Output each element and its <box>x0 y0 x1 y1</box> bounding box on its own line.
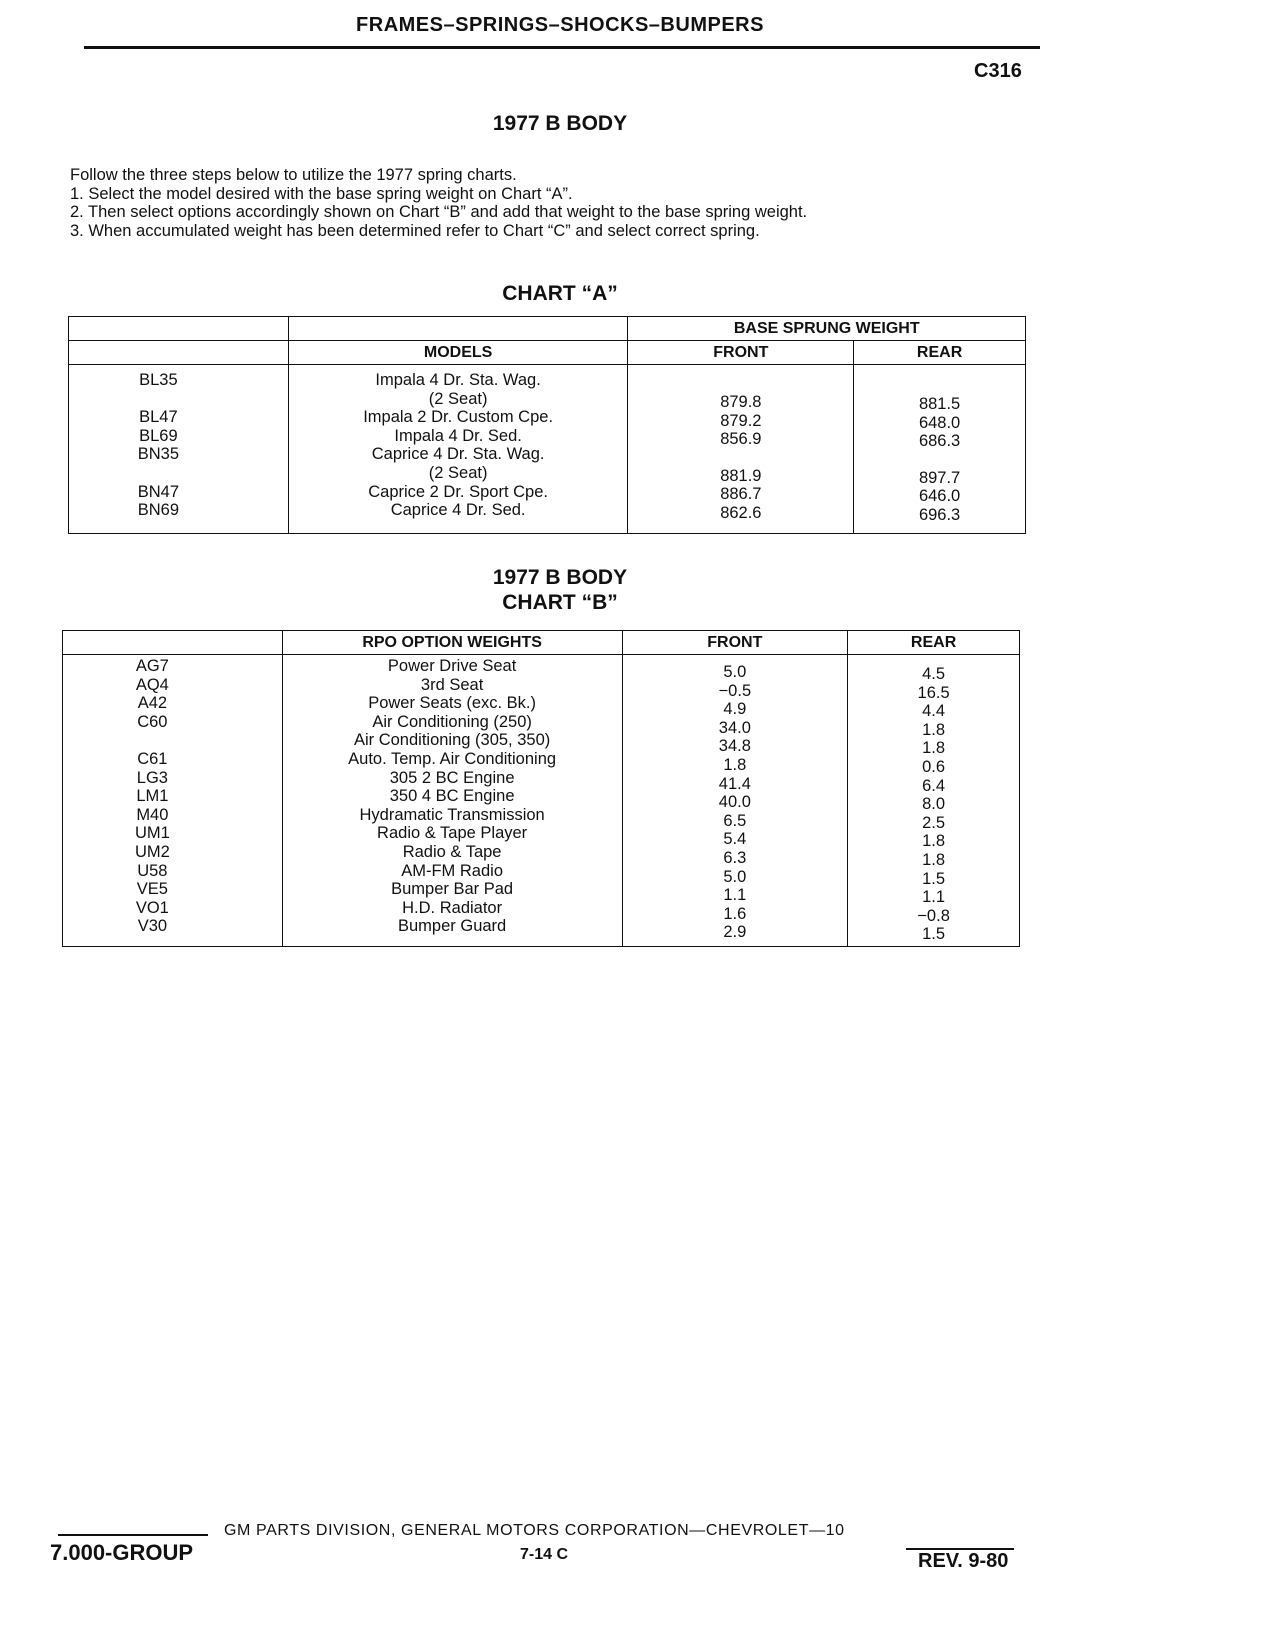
front-weight: 5.4 <box>723 830 747 849</box>
models-header: MODELS <box>288 341 628 365</box>
rpo-code: AG7 <box>135 657 169 675</box>
front-weight: 879.8 <box>720 393 762 411</box>
front-weight: 862.6 <box>720 503 762 522</box>
option-name: Auto. Temp. Air Conditioning <box>348 749 557 768</box>
rear-weights <box>848 665 1019 944</box>
chart-b-title: 1977 B BODY <box>492 566 628 589</box>
rpo-code: C60 <box>137 712 168 731</box>
rpo-code: C61 <box>137 749 168 768</box>
option-name: Radio & Tape Player <box>377 824 528 843</box>
footer-group: 7.000-GROUP <box>50 1540 194 1565</box>
model-code: BN69 <box>137 501 180 520</box>
rpo-codes <box>63 657 282 936</box>
rear-weight: 8.0 <box>922 795 946 814</box>
model-code: BN47 <box>137 482 180 501</box>
footer-corporation: GM PARTS DIVISION, GENERAL MOTORS CORPORATION—CHEVROLET—10 <box>224 1522 845 1539</box>
rpo-code: V30 <box>137 917 168 936</box>
rear-weight: 686.3 <box>918 432 961 451</box>
rear-weight: 646.0 <box>918 487 961 506</box>
option-name: Air Conditioning (250) <box>372 712 532 731</box>
rear-weight: 1.8 <box>922 850 946 869</box>
front-weight: 34.0 <box>718 718 751 737</box>
front-weight: 6.5 <box>723 811 747 830</box>
option-name: Power Drive Seat <box>387 657 517 675</box>
front-weight: 41.4 <box>718 774 751 793</box>
rear-weight: 1.5 <box>922 869 946 888</box>
rear-weights <box>854 395 1025 525</box>
rear-weight: −0.8 <box>917 906 950 925</box>
front-weight: 886.7 <box>720 485 762 504</box>
model-name: Impala 2 Dr. Custom Cpe. <box>363 408 554 427</box>
option-name: AM-FM Radio <box>401 861 503 880</box>
rear-weight: 4.4 <box>922 702 946 721</box>
front-weight: 1.1 <box>723 886 747 905</box>
chart-a-table <box>68 316 1026 534</box>
front-header: FRONT <box>628 341 854 365</box>
model-name: Caprice 2 Dr. Sport Cpe. <box>368 482 548 501</box>
front-weight: 5.0 <box>723 867 747 886</box>
rpo-code: AQ4 <box>135 675 169 694</box>
rear-weight: 881.5 <box>918 395 961 413</box>
rpo-code: VE5 <box>136 880 168 899</box>
model-name: Impala 4 Dr. Sed. <box>394 426 522 445</box>
front-weight: 879.2 <box>720 411 762 430</box>
model-codes <box>69 371 288 520</box>
front-weight: 1.8 <box>723 755 747 774</box>
model-code: BL47 <box>139 408 178 427</box>
rear-weight: 0.6 <box>922 757 946 776</box>
front-weight: 34.8 <box>718 737 751 756</box>
front-weight: 2.9 <box>723 923 747 942</box>
rear-weight: 6.4 <box>922 776 946 795</box>
page-title: 1977 B BODY <box>492 112 628 135</box>
model-code: BN35 <box>137 445 180 464</box>
model-name: (2 Seat) <box>428 463 488 482</box>
option-name: Power Seats (exc. Bk.) <box>368 694 537 713</box>
front-weights <box>628 393 853 523</box>
option-name: 3rd Seat <box>420 675 484 694</box>
model-name: Caprice 4 Dr. Sta. Wag. <box>371 445 545 464</box>
rear-weight: 2.5 <box>922 813 946 832</box>
rpo-code: UM1 <box>134 824 170 843</box>
rpo-code: LG3 <box>136 768 168 787</box>
rear-header: REAR <box>854 341 1026 365</box>
rear-weight: 897.7 <box>918 468 961 487</box>
model-code <box>69 464 248 483</box>
chart-b-subtitle: CHART “B” <box>502 591 618 614</box>
model-name: Caprice 4 Dr. Sed. <box>390 501 526 520</box>
rear-weight: 648.0 <box>918 413 961 432</box>
rear-weight: 1.8 <box>922 720 946 739</box>
footer-page-number: 7-14 C <box>520 1546 569 1563</box>
chart-a-title: CHART “A” <box>502 282 618 305</box>
footer-rule-left <box>58 1534 208 1536</box>
base-sprung-weight-header: BASE SPRUNG WEIGHT <box>628 317 1026 341</box>
model-name: (2 Seat) <box>428 389 488 408</box>
instruction-line: 1. Select the model desired with the base spring weight on Chart “A”. <box>70 184 573 203</box>
rear-header: REAR <box>848 631 1020 655</box>
rpo-code: VO1 <box>135 898 169 917</box>
model-code: BL69 <box>139 426 178 445</box>
section-heading: FRAMES–SPRINGS–SHOCKS–BUMPERS <box>356 14 764 36</box>
instruction-line: 3. When accumulated weight has been determined refer to Chart “C” and select correct spring. <box>70 221 760 240</box>
rpo-code: M40 <box>136 805 169 824</box>
rear-weight: 1.5 <box>922 925 946 944</box>
rear-weight: 696.3 <box>918 505 961 524</box>
option-name: Bumper Guard <box>398 917 507 936</box>
instruction-line: 2. Then select options accordingly shown on Chart “B” and add that weight to the base spring weight. <box>70 203 808 221</box>
page-code: C316 <box>974 60 1022 82</box>
front-weight: 40.0 <box>718 793 751 812</box>
rpo-code <box>63 731 242 750</box>
rear-weight: 1.8 <box>922 832 946 851</box>
front-weights <box>623 663 848 942</box>
model-name: Impala 4 Dr. Sta. Wag. <box>375 371 541 389</box>
option-names <box>283 657 622 936</box>
option-name: Radio & Tape <box>402 842 502 861</box>
front-weight: 881.9 <box>720 466 762 485</box>
front-header: FRONT <box>622 631 848 655</box>
rpo-code: U58 <box>137 861 168 880</box>
rear-weight: 1.1 <box>922 888 946 907</box>
option-name: 350 4 BC Engine <box>389 787 515 806</box>
instruction-line: Follow the three steps below to utilize the 1977 spring charts. <box>70 166 517 184</box>
front-weight: 856.9 <box>720 430 762 449</box>
front-weight: 4.9 <box>723 700 747 719</box>
option-name: Air Conditioning (305, 350) <box>353 731 551 750</box>
model-code: BL35 <box>139 371 178 389</box>
chart-b-table <box>62 630 1020 947</box>
option-name: 305 2 BC Engine <box>389 768 515 787</box>
rear-weight: 1.8 <box>922 739 946 758</box>
footer-revision: REV. 9-80 <box>918 1550 1009 1572</box>
rpo-code: A42 <box>137 694 168 713</box>
rpo-code: LM1 <box>136 787 169 806</box>
rear-weight: 16.5 <box>917 683 950 702</box>
front-weight: −0.5 <box>718 681 752 700</box>
header-rule <box>84 46 1040 49</box>
rear-weight: 4.5 <box>922 665 946 683</box>
rpo-option-weights-header: RPO OPTION WEIGHTS <box>282 631 622 655</box>
front-weight: 1.6 <box>723 904 747 923</box>
front-weight: 5.0 <box>723 663 747 681</box>
option-name: Hydramatic Transmission <box>359 805 545 824</box>
model-names <box>289 371 628 520</box>
rpo-code: UM2 <box>134 842 170 861</box>
model-code <box>69 390 248 409</box>
front-weight: 6.3 <box>723 848 747 867</box>
option-name: Bumper Bar Pad <box>391 880 514 899</box>
instructions <box>70 166 807 240</box>
option-name: H.D. Radiator <box>402 898 503 917</box>
